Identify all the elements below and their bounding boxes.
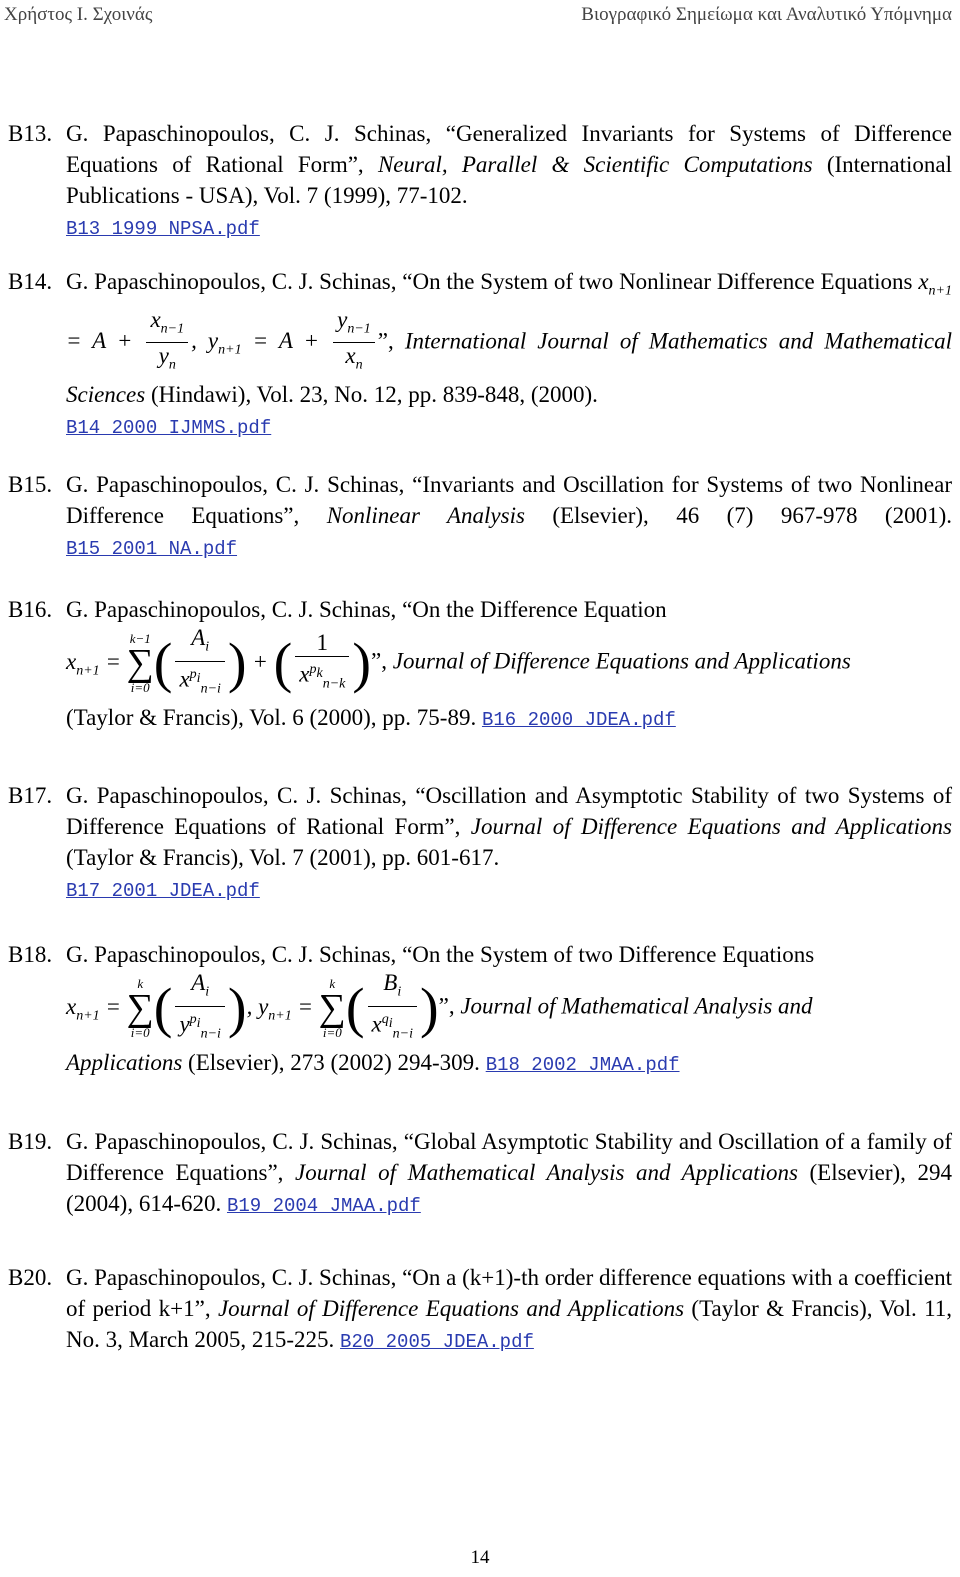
entry-journal: Journal of Mathematical Analysis and Applications [295,1160,798,1185]
entry-authors: G. Papaschinopoulos, C. J. Schinas, [66,472,405,497]
entry-journal-cont: and Mathematical Sciences [66,327,953,407]
entry-journal: Journal of Difference Equations and Applications [392,648,851,674]
entry-details: (Elsevier), 46 (7) 967-978 (2001). [552,503,952,528]
entry-title: “On the Difference Equation [402,597,667,622]
entry-authors: G. Papaschinopoulos, C. J. Schinas, [66,121,432,146]
entry-number: B14. [8,269,53,294]
entry-number: B17. [8,783,53,808]
entry-title: “Global Asymptotic Stability and Oscillation of a family of Difference Equations”, [66,1129,952,1185]
entry-authors: G. Papaschinopoulos, C. J. Schinas, [66,783,407,808]
entry-number: B16. [8,597,53,622]
entry-journal: International Journal of Mathematics [404,327,768,353]
entry-title: “On a (k+1)-th order difference equations with a coefficient of period k+1”, [66,1265,952,1321]
entry-number: B20. [8,1265,53,1290]
equation-system: $x_{n+1}$ = k ∑ i=0 ( $\frac{A_i}{y^{p_i}_{n-i}}$ ), $y_{n+1}$ = k ∑ i=0 ( $\frac{B_i}{x^{q_i}_{n-i}}$ ) [66,970,439,1041]
entry-number: B18. [8,942,53,967]
header-author: Χρήστος Ι. Σχοινάς [4,4,153,25]
entry-number: B19. [8,1129,53,1154]
entry-journal: Neural, Parallel & Scientific Computations [377,152,813,177]
entry-authors: G. Papaschinopoulos, C. J. Schinas, [66,942,397,967]
entry-authors: G. Papaschinopoulos, C. J. Schinas, [66,269,397,294]
entry-journal: Journal of Difference Equations and Applications [470,814,952,839]
entry-details: (Hindawi), Vol. 23, No. 12, pp. 839-848, (2000). [150,381,598,407]
entry-title: “Generalized Invariants for Systems of Difference Equations of Rational Form”, [66,121,953,177]
pdf-link[interactable]: B13_1999_NPSA.pdf [66,218,260,240]
publication-entry-b19 [8,1126,952,1222]
publication-entry-b18: B18. G. Papaschinopoulos, C. J. Schinas, “On the System of two Difference Equations $x_{n+1}$ = k ∑ i=0 ( $\frac{A_i}{y^{p_i}_{n-i}}$ ), $y_{n+1}$ = k ∑ i=0 ( $\frac{B_i}{x^{q_i}_{n-i}}$ )”, Journal of Mathematical Analysis and Applications (Elsevier), 273 (2002) 294-309. B18_2002_JMAA.pdf [8,939,952,1081]
entry-number: B15. [8,472,53,497]
entry-details: (Taylor & Francis), Vol. 11, No. 3, March 2005, 215-225. [66,1296,953,1352]
publication-entry-b14 [8,266,952,444]
publication-entry-b13 [8,118,952,245]
entry-journal: Nonlinear Analysis [326,503,525,528]
entry-title: “Oscillation and Asymptotic Stability of two Systems of Difference Equations of Rational Form”, [66,783,953,839]
entry-journal: Journal of Difference Equations and Applications [217,1296,685,1321]
publication-entry-b16: B16. G. Papaschinopoulos, C. J. Schinas, “On the Difference Equation $x_{n+1}$ = k−1 ∑ i=0 ( $\frac{A_i}{x^{p_i}_{n-i}}$ ) + ( $\frac{1}{x^{p_k}_{n-k}}$ )”, Journal of Difference Equations and Applications (Taylor & Francis), Vol. 6 (2000), pp. 75-89. B16_2000_JDEA.pdf [8,594,952,736]
publication-entry-b20 [8,1262,952,1358]
equation-system: $x_{n+1} = A$ + $\frac{x_{n-1}}{y_n}$ , $y_{n+1} = A$ + $\frac{y_{n-1}}{x_n}$ [66,269,952,373]
pdf-link[interactable]: B17_2001_JDEA.pdf [66,880,260,902]
publication-entry-b17 [8,780,952,907]
header-document-title: Βιογραφικό Σημείωμα και Αναλυτικό Υπόμνημα [581,4,952,25]
entry-title-end: ”, [377,327,394,353]
entry-number: B13. [8,121,53,146]
entry-journal: Journal of Mathematical Analysis and [460,993,813,1019]
entry-details: (International Publications - USA), Vol. 7 (1999), 77-102. [66,152,952,208]
entry-details: (Elsevier), 294 (2004), 614-620. [66,1160,952,1216]
entry-title: “On the System of two Difference Equations [402,942,815,967]
publication-entry-b15 [8,469,952,565]
entry-journal-cont: Applications [66,1049,183,1075]
entry-title: “On the System of two Nonlinear Difference Equations [402,269,913,294]
entry-details: (Elsevier), 273 (2002) 294-309. [188,1049,480,1075]
entry-details: (Taylor & Francis), Vol. 6 (2000), pp. 75-89. [66,704,477,730]
entry-authors: G. Papaschinopoulos, C. J. Schinas, [66,1129,398,1154]
pdf-link[interactable]: B20_2005_JDEA.pdf [340,1331,534,1353]
pdf-link[interactable]: B19_2004_JMAA.pdf [226,1195,421,1217]
pdf-link[interactable]: B18_2002_JMAA.pdf [485,1053,680,1076]
difference-equation: $x_{n+1}$ = k−1 ∑ i=0 ( $\frac{A_i}{x^{p_i}_{n-i}}$ ) + ( $\frac{1}{x^{p_k}_{n-k}}$ ) [66,625,372,696]
entry-title: “Invariants and Oscillation for Systems of two Nonlinear Difference Equations”, [66,472,953,528]
entry-authors: G. Papaschinopoulos, C. J. Schinas, [66,597,397,622]
entry-details: (Taylor & Francis), Vol. 7 (2001), pp. 601-617. [66,845,500,870]
pdf-link[interactable]: B15_2001_NA.pdf [66,538,238,560]
pdf-link[interactable]: B16_2000_JDEA.pdf [481,708,676,731]
entry-authors: G. Papaschinopoulos, C. J. Schinas, [66,1265,397,1290]
page-number: 14 [470,1547,490,1568]
pdf-link[interactable]: B14_2000_IJMMS.pdf [66,416,272,439]
